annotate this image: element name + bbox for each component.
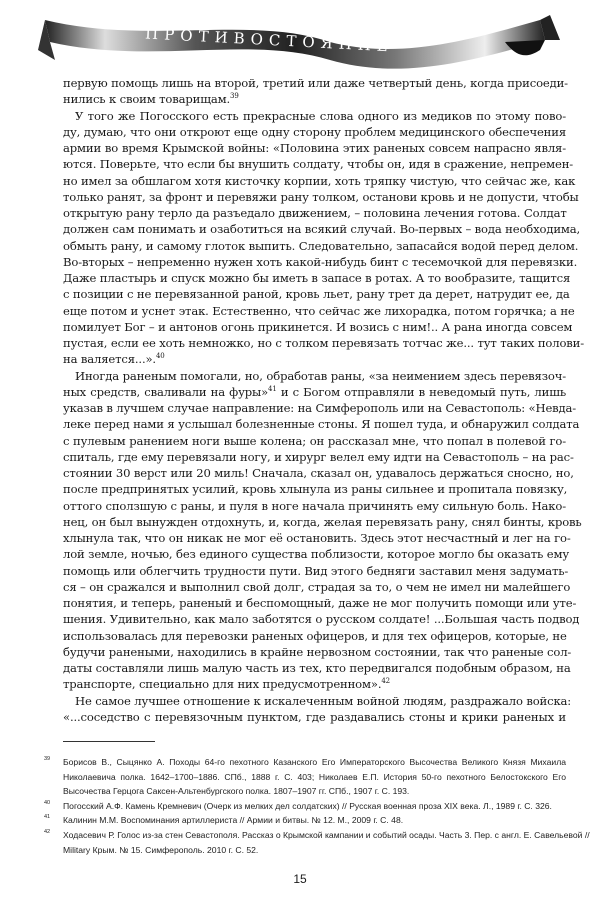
footnote-divider [63,741,155,742]
text-line [63,498,566,514]
line-text: спиталь, где ему перевязали ногу, и хирург велел ему идти на Севастополь – на рас- [63,449,574,464]
line-text: даты составляли лишь малую часть из тех, кто передвигался подобным образом, на [63,661,571,675]
line-text: хлынула так, что он никак не мог её остановить. Здесь этот несчастный и лег на го- [63,531,571,545]
text-line [63,319,573,335]
text-line [63,595,577,611]
text-line [63,400,577,416]
text-line [63,416,580,432]
line-text: нились к своим товарищам. [63,92,231,107]
line-text: ных средств, сваливали на фуры» [63,384,269,399]
line-text: помощь или облегчить трудности пути. Вид этого бедняги заставил меня задумать- [63,563,569,578]
line-text: леке перед нами я услышал болезненные стоны. Я пошел туда, и обнаружил солдата [63,417,580,432]
text-line [63,644,572,660]
line-text: лой земле, ночью, без единого существа поблизости, которое могло бы оказать ему [63,547,570,562]
text-line [63,546,570,562]
text-line [63,660,571,676]
footnote-ref[interactable]: 39 [230,92,239,101]
text-line [63,628,566,644]
text-line [63,433,566,449]
text-line [63,465,574,481]
footnote-number: 41 [44,814,51,821]
footnote-line: Николаевича полка. 1642–1700–1886. СПб., 1888 г. С. 403; Николаев Е.П. История 50-го пехотного Белостокского Его [63,771,566,782]
line-text: после предпринятых усилий, кровь хлынула из раны сильнее и пропитала повязку, [63,482,568,497]
line-text: помилует Бог – и антонов огонь прикинется. И возись с ним!.. А рана иногда совсем [63,319,573,334]
page-number: 15 [293,872,307,886]
text-line [63,238,579,254]
line-text: только ранят, за фронт и перевяжи рану толком, останови кровь и не допусти, чтобы [63,189,579,204]
text-line [63,481,566,497]
text-line [63,124,566,140]
line-text: шения. Удивительно, как мало заботятся о русском солдате! ...Большая часть подвод [63,612,580,627]
line-text: ся – он сражался и выполнил свой долг, страдая за то, о чем не имел ни малейшего [63,579,571,594]
text-line [63,579,571,595]
text-line [63,693,572,709]
line-text: Даже пластырь и спуск можно бы иметь в запасе в ротах. А то вообразите, тащится [63,271,571,285]
text-line [63,173,576,189]
footnote-ref[interactable]: 42 [381,677,390,686]
footnotes [44,755,590,857]
line-text: но имел за обшлагом хотя кисточку корпии, хоть тряпку чистую, что сейчас же, как [63,173,576,188]
line-text: на валяется...». [63,352,156,367]
footnote-line: Military Крым. № 15. Симферополь. 2010 г. С. 52. [63,844,259,855]
line-text: с позиции с не перевязанной раной, кровь льет, рану трет да дерет, натрудит ее, да [63,287,570,302]
text-line [63,254,578,270]
footnote-number: 40 [44,799,51,806]
line-text: будучи ранеными, находились в крайне нервозном состоянии, так что раненые сол- [63,644,572,659]
text-line [63,676,566,692]
footnote-line: Ходасевич Р. Голос из-за стен Севастополя. Рассказ о Крымской кампании и событий осады. Часть 3. Пер. с англ. Е. Савельевой // [63,829,590,840]
footnote-line: Погосский А.Ф. Камень Кремневич (Очерк из мелких дел солдатских) // Русская военная проза XIX века. Л., 1989 г. С. 326. [63,800,552,811]
text-line [63,563,569,579]
line-text: и с Богом отправляли в неведомый путь, лишь [276,384,567,399]
footnote-number: 42 [44,828,51,835]
line-text: Иногда раненым помогали, но, обработав раны, «за неимением здесь перевязоч- [75,368,566,383]
text-line [63,514,582,530]
line-text: понятия, и теперь, раненый и беспомощный, даже не мог получить помощи или уте- [63,596,577,610]
text-line [63,351,566,367]
text-line [63,286,570,302]
line-text: стоянии 30 верст или 20 миль! Сначала, сказал он, удавалось держаться сносно, но, [63,466,574,480]
text-line [63,156,574,172]
line-text: ду, думаю, что они откроют еще одну сторону проблем медицинского обеспечения [63,124,566,139]
text-line [63,449,574,465]
text-line [63,221,581,237]
line-text: обмыть рану, и самому глоток выпить. Следовательно, запасайся водой перед делом. [63,238,579,253]
text-line [63,368,566,384]
text-line [63,205,566,221]
text-line [63,530,571,546]
footnote-item [44,828,590,857]
text-line [63,189,579,205]
text-line [63,709,566,725]
line-text: «...соседство с перевязочным пунктом, где раздавались стоны и крики раненых и [63,709,566,724]
line-text: должен сам понимать и озаботиться на всякий случай. Во-первых – вода необходима, [63,222,581,237]
line-text: использовалась для перевозки раненых офицеров, и для тех офицеров, которые, не [63,628,567,643]
footnote-item [44,813,566,828]
line-text: Во-вторых – непременно нужен хоть какой-нибудь бинт с тесемочкой для перевязки. [63,254,578,269]
line-text: указав в лучшем случае направление: на Симферополь или на Севастополь: «Невда- [63,401,577,415]
text-line [63,303,575,319]
footnote-line: Высочества Герцога Саксен-Альтенбургского полка. 1807–1907 гг. СПб., 1907 г. С. 193. [63,786,410,797]
text-line [63,335,585,351]
line-text: армии во время Крымской войны: «Половина этих раненых совсем напрасно явля- [63,141,566,155]
footnote-ref[interactable]: 40 [155,352,165,361]
line-text: У того же Погосского есть прекрасные слова одного из медиков по этому пово- [75,108,566,123]
text-line [63,91,566,107]
line-text: с пулевым ранением ноги выше колена; он рассказал мне, что попал в полевой го- [63,433,566,448]
line-text: еще потом и уснет этак. Естественно, что сейчас же лихорадка, потом горячка; а не [63,303,575,318]
text-line [63,611,580,627]
footnote-number: 39 [44,756,51,762]
text-line [63,140,566,156]
main-body-text [63,75,585,725]
footnote-item [44,755,566,799]
line-text: Не самое лучшее отношение к искалеченным войной людям, раздражало войска: [75,693,572,708]
line-text: нец, он был вынужден отдохнуть, и, когда, желая перевязать рану, снял бинты, кровь [63,514,582,529]
line-text: оттого сползшую с раны, и пуля в ноге начала причинять ему сильную боль. Нако- [63,498,566,513]
footnote-item [44,799,566,814]
footnote-ref[interactable]: 41 [268,384,277,393]
line-text: ются. Поверьте, что если бы внушить солдату, чтобы он, идя в сражение, непремен- [63,157,574,172]
text-line [63,384,566,400]
line-text: первую помощь лишь на второй, третий или даже четвертый день, когда присоеди- [63,76,568,90]
text-line [63,108,566,124]
line-text: открытую рану терло да разъедало движением, – половина лечения готова. Солдат [63,206,567,220]
text-line [63,270,571,286]
running-header-title: ПРОТИВОСТОЯНИЕ [144,24,395,56]
text-line [63,75,566,91]
footnote-line: Калинин М.М. Воспоминания артиллериста // Армии и битвы. № 12. М., 2009 г. С. 48. [63,815,404,826]
footnote-line: Борисов В., Сыцянко А. Походы 64-го пехотного Казанского Его Императорского Высочества Великого Князя Михаила [63,757,566,767]
header-ribbon-banner [0,0,600,75]
line-text: пустая, если ее хоть немножко, но с толком перевязать тотчас же... тут таких полови- [63,336,585,350]
line-text: транспорте, специально для них предусмотренном». [63,677,382,692]
